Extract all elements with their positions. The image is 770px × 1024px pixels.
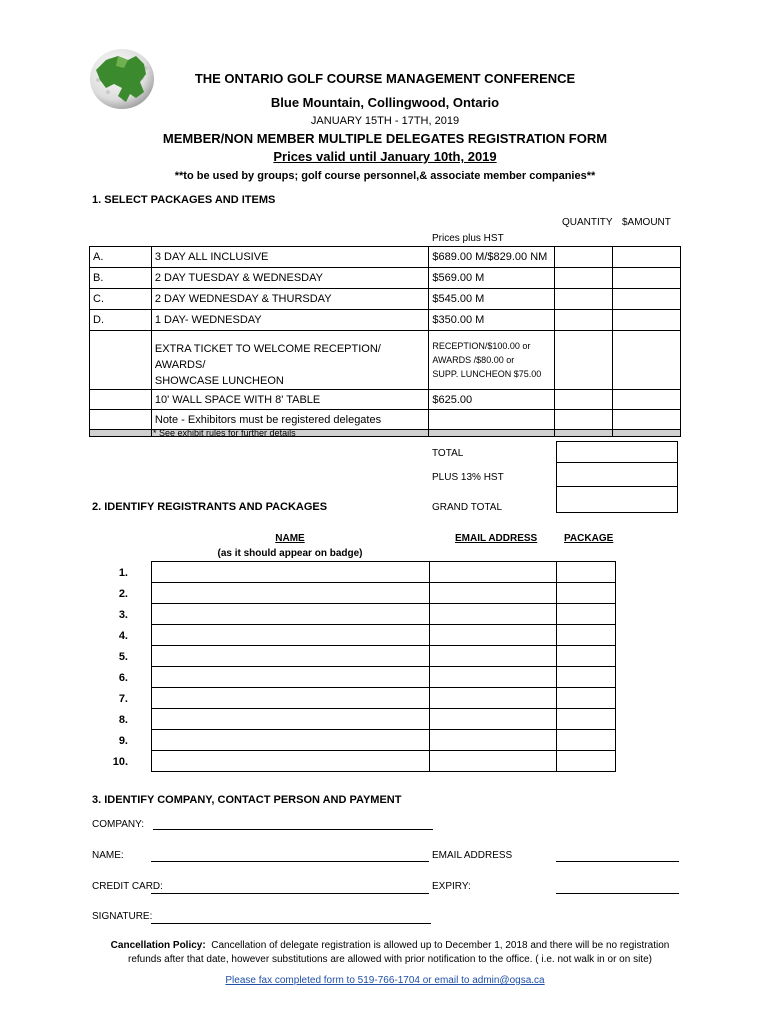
registrants-table	[151, 561, 616, 772]
section-2-heading: 2. IDENTIFY REGISTRANTS AND PACKAGES	[92, 501, 328, 513]
registrant-package-cell[interactable]	[557, 583, 616, 604]
signature-input[interactable]	[151, 923, 431, 924]
wall-space-row	[90, 390, 681, 410]
registrant-name-cell[interactable]	[152, 751, 430, 772]
registrant-name-cell[interactable]	[152, 688, 430, 709]
table-row	[152, 646, 616, 667]
registrant-number: 3.	[118, 609, 128, 621]
registrant-name-cell[interactable]	[152, 667, 430, 688]
package-price: $545.00 M	[429, 289, 555, 310]
registrant-email-cell[interactable]	[430, 709, 557, 730]
registrant-package-cell[interactable]	[557, 688, 616, 709]
name-column-subheader: (as it should appear on badge)	[217, 548, 363, 559]
package-row-b	[90, 268, 681, 289]
package-item: 2 DAY TUESDAY & WEDNESDAY	[151, 268, 428, 289]
registrant-number: 7.	[118, 693, 128, 705]
table-row	[152, 751, 616, 772]
conference-location: Blue Mountain, Collingwood, Ontario	[270, 95, 500, 110]
total-label: TOTAL	[432, 448, 464, 459]
registrant-package-cell[interactable]	[557, 751, 616, 772]
registrant-email-cell[interactable]	[430, 625, 557, 646]
registrant-name-cell[interactable]	[152, 562, 430, 583]
prices-header: Prices plus HST	[432, 233, 504, 244]
extra-ticket-row	[90, 331, 681, 390]
expiry-label: EXPIRY:	[432, 881, 471, 892]
amount-cell[interactable]	[613, 289, 681, 310]
package-item: 2 DAY WEDNESDAY & THURSDAY	[151, 289, 428, 310]
registrant-number: 8.	[118, 714, 128, 726]
package-letter: D.	[90, 310, 152, 331]
registrant-name-cell[interactable]	[152, 730, 430, 751]
name-column-header: NAME	[275, 533, 305, 544]
exhibit-rules-note: * See exhibit rules for further details	[153, 428, 296, 438]
registrant-package-cell[interactable]	[557, 730, 616, 751]
table-row	[152, 730, 616, 751]
wall-space-item: 10' WALL SPACE WITH 8' TABLE	[151, 390, 428, 410]
registrant-email-cell[interactable]	[430, 583, 557, 604]
conference-title: THE ONTARIO GOLF COURSE MANAGEMENT CONFERENCE	[194, 71, 576, 86]
form-title: MEMBER/NON MEMBER MULTIPLE DELEGATES REGISTRATION FORM	[162, 131, 608, 146]
registrant-numbers	[90, 562, 128, 772]
group-note: **to be used by groups; golf course personnel,& associate member companies**	[174, 170, 596, 182]
total-field[interactable]	[557, 442, 677, 462]
amount-cell[interactable]	[613, 247, 681, 268]
wall-space-price: $625.00	[429, 390, 555, 410]
email-column-header: EMAIL ADDRESS	[455, 533, 538, 544]
contact-email-label: EMAIL ADDRESS	[432, 850, 513, 861]
packages-table	[89, 246, 681, 437]
package-row-c	[90, 289, 681, 310]
quantity-cell[interactable]	[555, 247, 613, 268]
registrant-email-cell[interactable]	[430, 751, 557, 772]
table-row	[152, 562, 616, 583]
registrant-name-cell[interactable]	[152, 604, 430, 625]
amount-cell[interactable]	[613, 331, 681, 390]
policy-label: Cancellation Policy:	[110, 940, 206, 951]
quantity-cell[interactable]	[555, 310, 613, 331]
hst-field[interactable]	[557, 463, 677, 486]
company-label: COMPANY:	[92, 819, 145, 830]
package-column-header: PACKAGE	[564, 533, 614, 544]
table-row	[152, 604, 616, 625]
registrant-package-cell[interactable]	[557, 646, 616, 667]
registrant-email-cell[interactable]	[430, 730, 557, 751]
amount-header: $AMOUNT	[622, 217, 671, 228]
contact-name-label: NAME:	[92, 850, 124, 861]
quantity-header: QUANTITY	[562, 217, 613, 228]
registrant-name-cell[interactable]	[152, 625, 430, 646]
amount-cell[interactable]	[613, 310, 681, 331]
hst-label: PLUS 13% HST	[432, 472, 504, 483]
quantity-cell[interactable]	[555, 289, 613, 310]
table-row	[152, 625, 616, 646]
grand-total-label: GRAND TOTAL	[432, 502, 503, 513]
amount-cell[interactable]	[613, 268, 681, 289]
registrant-number: 9.	[118, 735, 128, 747]
package-item: 3 DAY ALL INCLUSIVE	[151, 247, 428, 268]
totals-box	[556, 441, 678, 513]
registrant-package-cell[interactable]	[557, 667, 616, 688]
quantity-cell[interactable]	[555, 331, 613, 390]
section-3-heading: 3. IDENTIFY COMPANY, CONTACT PERSON AND PAYMENT	[92, 794, 402, 806]
package-item: 1 DAY- WEDNESDAY	[151, 310, 428, 331]
registrant-number: 6.	[118, 672, 128, 684]
registrant-name-cell[interactable]	[152, 646, 430, 667]
contact-email-input[interactable]	[556, 861, 679, 862]
package-letter: B.	[90, 268, 152, 289]
registrant-name-cell[interactable]	[152, 583, 430, 604]
registrant-package-cell[interactable]	[557, 604, 616, 625]
registrant-number: 4.	[118, 630, 128, 642]
registrant-email-cell[interactable]	[430, 562, 557, 583]
registrant-number: 1.	[118, 567, 128, 579]
registrant-package-cell[interactable]	[557, 562, 616, 583]
signature-label: SIGNATURE:	[92, 911, 153, 922]
package-price: $569.00 M	[429, 268, 555, 289]
table-row	[152, 583, 616, 604]
registrant-email-cell[interactable]	[430, 604, 557, 625]
contact-link[interactable]: Please fax completed form to 519-766-1704 or email to admin@ogsa.ca	[225, 975, 545, 986]
registrant-email-cell[interactable]	[430, 667, 557, 688]
table-row	[152, 709, 616, 730]
credit-card-input[interactable]	[151, 893, 429, 894]
price-valid-note: Prices valid until January 10th, 2019	[273, 149, 497, 164]
extra-ticket-item: EXTRA TICKET TO WELCOME RECEPTION/ AWARDS/ SHOWCASE LUNCHEON	[151, 331, 428, 390]
registrant-number: 10.	[112, 756, 128, 768]
quantity-cell[interactable]	[555, 390, 613, 410]
registrant-name-cell[interactable]	[152, 709, 430, 730]
package-price: $689.00 M/$829.00 NM	[429, 247, 555, 268]
conference-dates: JANUARY 15TH - 17TH, 2019	[310, 115, 460, 127]
registrant-number: 5.	[118, 651, 128, 663]
table-row	[152, 667, 616, 688]
amount-cell[interactable]	[613, 390, 681, 410]
section-1-heading: 1. SELECT PACKAGES AND ITEMS	[92, 194, 276, 206]
policy-text-1: Cancellation of delegate registration is allowed up to December 1, 2018 and there will be no registration	[211, 940, 670, 951]
cancellation-policy	[60, 939, 720, 967]
table-row	[152, 688, 616, 709]
expiry-input[interactable]	[556, 893, 679, 894]
package-row-d	[90, 310, 681, 331]
registrant-package-cell[interactable]	[557, 625, 616, 646]
credit-card-label: CREDIT CARD:	[92, 881, 163, 892]
registrant-email-cell[interactable]	[430, 646, 557, 667]
exhibitor-note: Note - Exhibitors must be registered delegates	[151, 410, 428, 430]
package-price: $350.00 M	[429, 310, 555, 331]
company-input[interactable]	[153, 829, 433, 830]
package-row-a	[90, 247, 681, 268]
registrant-number: 2.	[118, 588, 128, 600]
extra-ticket-price: RECEPTION/$100.00 or AWARDS /$80.00 or SUPP. LUNCHEON $75.00	[429, 331, 555, 390]
package-letter: C.	[90, 289, 152, 310]
registrant-package-cell[interactable]	[557, 709, 616, 730]
policy-text-2: refunds after that date, however substitutions are allowed with prior notification to the office. ( i.e. not walk in or on site)	[128, 954, 652, 965]
note-row	[90, 410, 681, 430]
grand-total-field[interactable]	[557, 487, 677, 513]
quantity-cell[interactable]	[555, 268, 613, 289]
registrant-email-cell[interactable]	[430, 688, 557, 709]
contact-name-input[interactable]	[151, 861, 429, 862]
package-letter: A.	[90, 247, 152, 268]
